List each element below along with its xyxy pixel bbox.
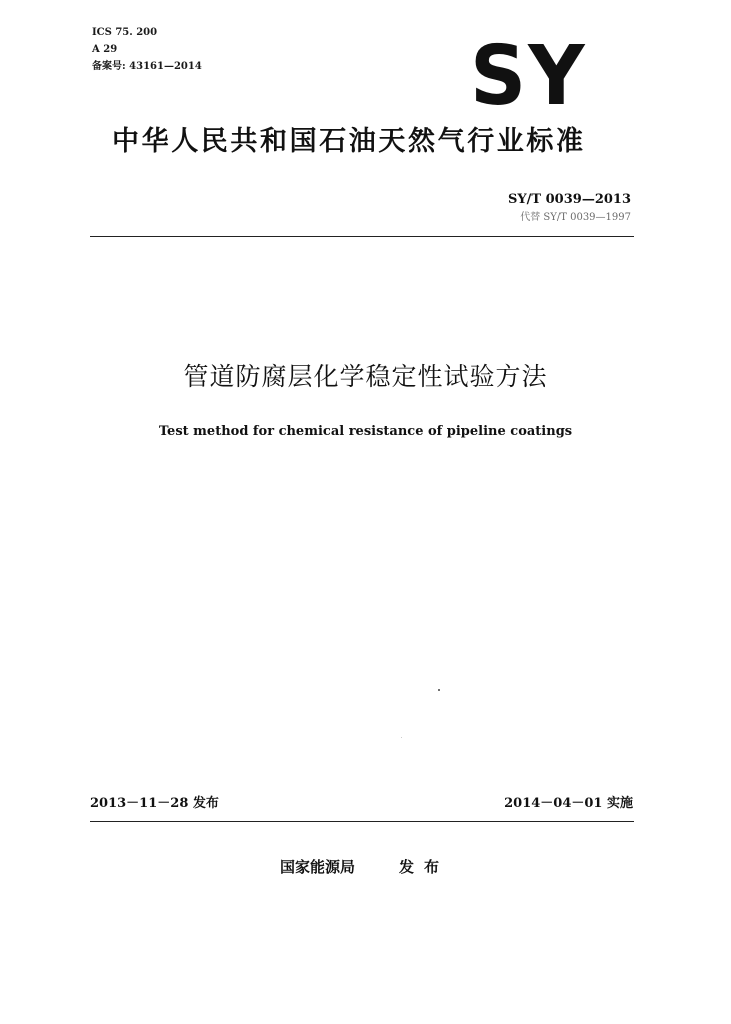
replaces-standard: 代替 SY/T 0039—1997 <box>520 212 631 223</box>
bottom-divider <box>90 821 634 822</box>
scan-speck <box>401 737 402 738</box>
document-title-cn: 管道防腐层化学稳定性试验方法 <box>183 362 548 391</box>
standard-category-title: 中华人民共和国石油天然气行业标准 <box>112 126 586 157</box>
document-title-en: Test method for chemical resistance of pipeline coatings <box>158 424 573 439</box>
issuer-name: 国家能源局 <box>280 858 356 876</box>
top-divider <box>90 236 634 237</box>
issuer-verb: 发布 <box>399 858 450 876</box>
standard-code: SY/T 0039—2013 <box>508 192 631 207</box>
issue-date: 2013－11－28 发布 <box>90 796 219 811</box>
sy-logo: SY <box>470 29 587 124</box>
scan-speck <box>438 689 440 691</box>
classification-code: A 29 <box>92 44 118 55</box>
implementation-date: 2014－04－01 实施 <box>504 796 633 811</box>
ics-code: ICS 75. 200 <box>92 27 158 38</box>
record-number: 备案号: 43161—2014 <box>92 61 202 72</box>
